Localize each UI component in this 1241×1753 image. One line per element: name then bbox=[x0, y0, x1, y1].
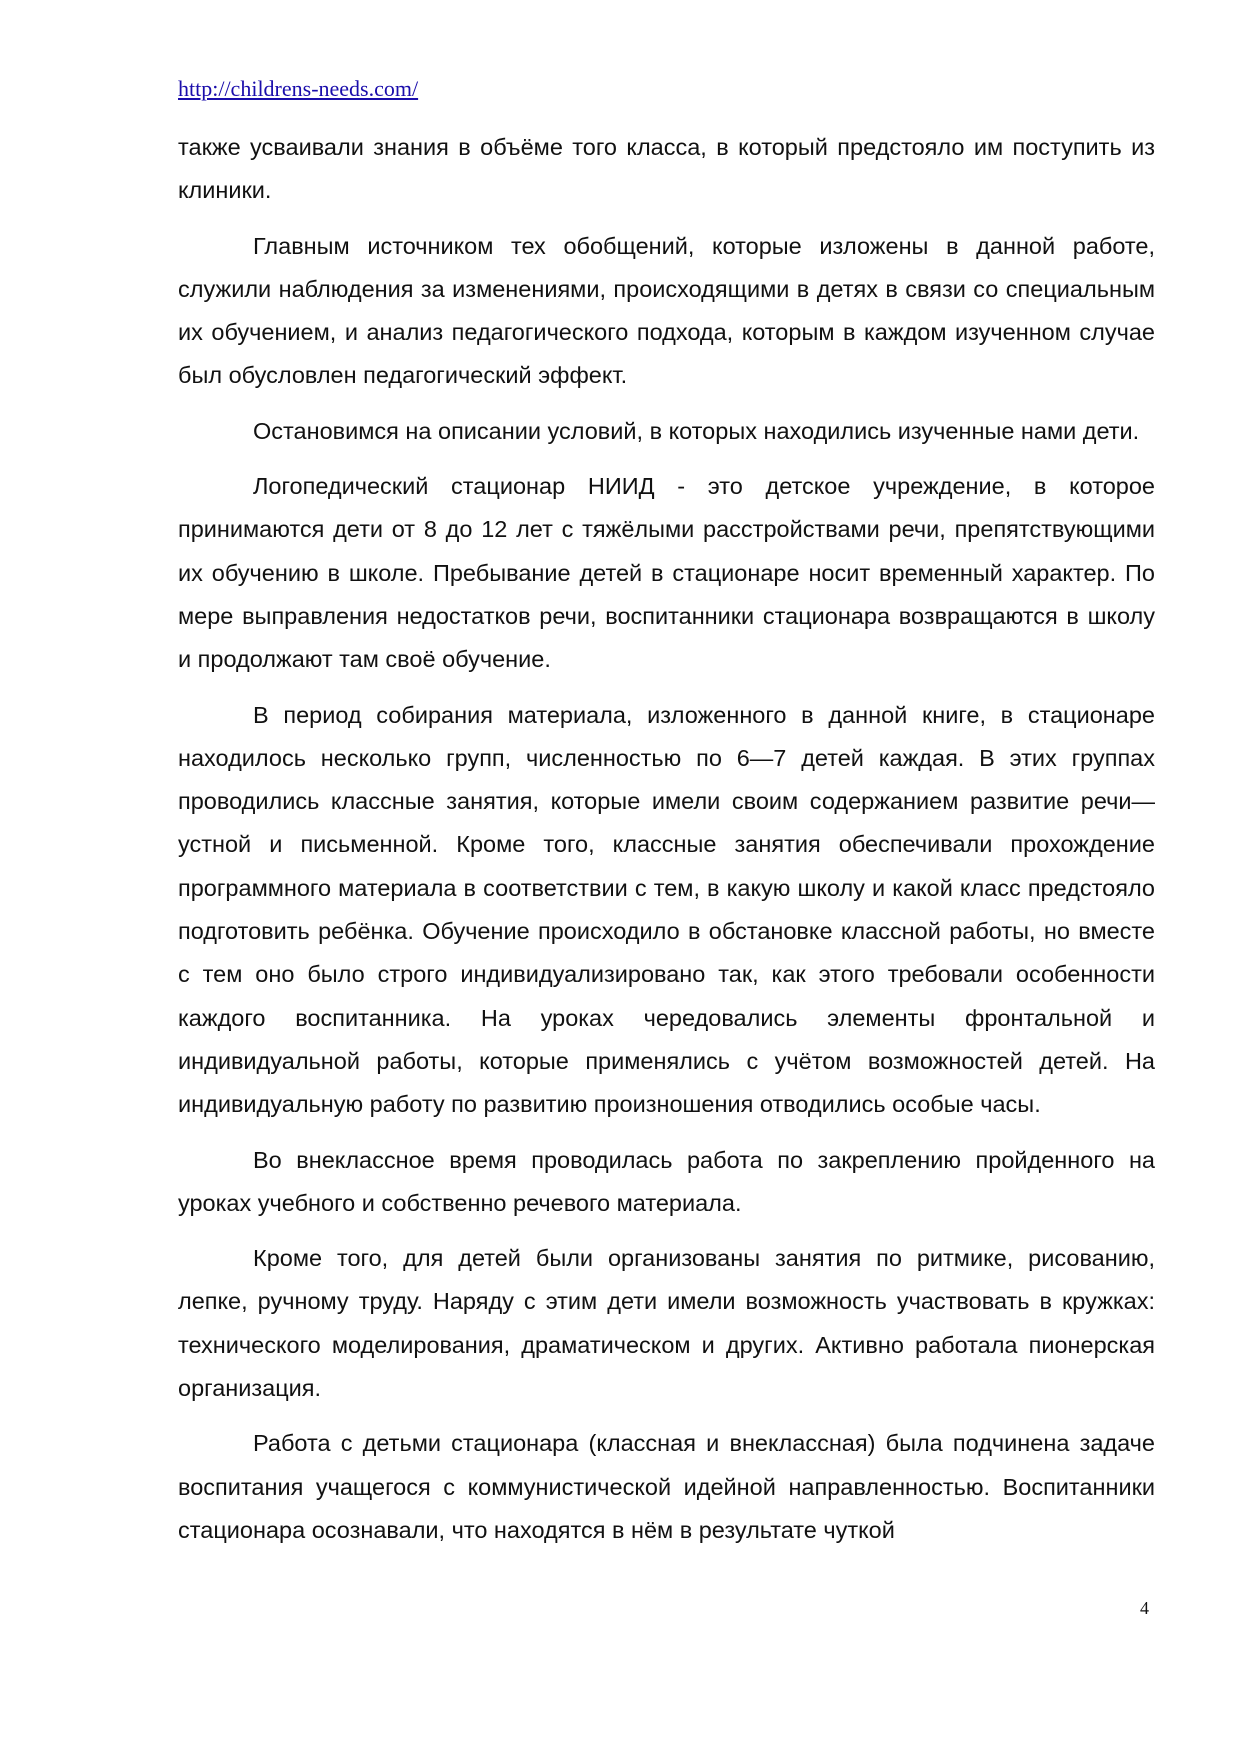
header-url-link[interactable]: http://childrens-needs.com/ bbox=[178, 76, 419, 101]
paragraph-1: также усваивали знания в объёме того класса, в который предстояло им поступить из клиники. bbox=[178, 134, 1155, 204]
paragraph-6: Во внеклассное время проводилась работа по закреплению пройденного на уроках учебного и собственно речевого материала. bbox=[178, 1146, 1155, 1216]
paragraph-5: В период собирания материала, изложенного в данной книге, в стационаре находилось несколько групп, численностью по 6—7 детей каждая. В этих группах проводились классные занятия, которые имели своим содержанием развитие речи—устной и письменной. Кроме того, классные занятия обеспечивали прохождение программного материала в соответствии с тем, в какую школу и какой класс предстояло подготовить ребёнка. Обучение происходило в обстановке классной работы, но вместе с тем оно было строго индивидуализировано так, как этого требовали особенности каждого воспитанника. На уроках чередовались элементы фронтальной и индивидуальной работы, которые применялись с учётом возможностей детей. На индивидуальную работу по развитию произношения отводились особые часы. bbox=[178, 701, 1155, 1118]
paragraph-8: Работа с детьми стационара (классная и внеклассная) была подчинена задаче воспитания учащегося с коммунистической идейной направленностью. Воспитанники стационара осознавали, что находятся в нём в результате чуткой bbox=[178, 1430, 1155, 1543]
paragraph-3: Остановимся на описании условий, в которых находились изученные нами дети. bbox=[253, 417, 1140, 444]
paragraph-2: Главным источником тех обобщений, которые изложены в данной работе, служили наблюдения за изменениями, происходящими в детях в связи со специальным их обучением, и анализ педагогического подхода, которым в каждом изученном случае был обусловлен педагогический эффект. bbox=[178, 232, 1155, 389]
paragraph-7: Кроме того, для детей были организованы занятия по ритмике, рисованию, лепке, ручному труду. Наряду с этим дети имели возможность участвовать в кружках: технического моделирования, драматическом и других. Активно работала пионерская организация. bbox=[178, 1245, 1155, 1402]
page-number: 4 bbox=[1140, 1598, 1149, 1618]
document-body bbox=[178, 126, 1155, 1564]
paragraph-4: Логопедический стационар НИИД - это детское учреждение, в которое принимаются дети от 8 до 12 лет с тяжёлыми расстройствами речи, препятствующими их обучению в школе. Пребывание детей в стационаре носит временный характер. По мере выправления недостатков речи, воспитанники стационара возвращаются в школу и продолжают там своё обучение. bbox=[178, 473, 1155, 673]
